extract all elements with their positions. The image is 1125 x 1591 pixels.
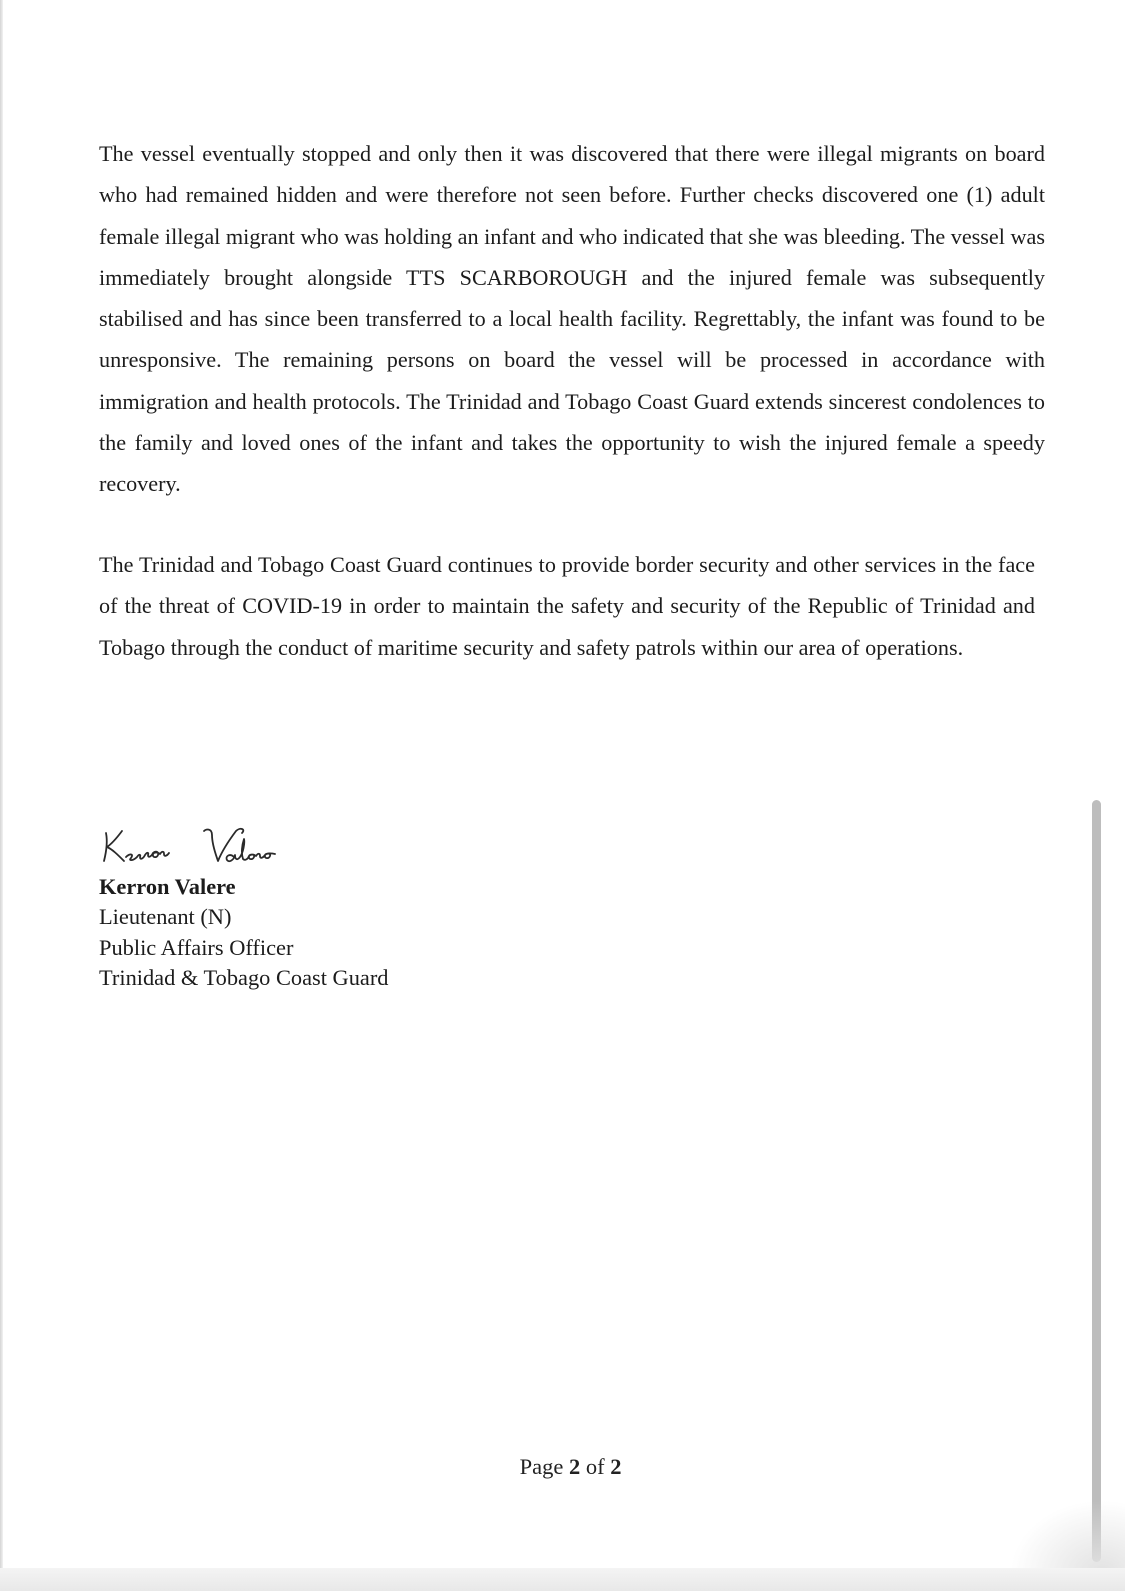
signature-block [99, 872, 389, 994]
signatory-title: Public Affairs Officer [99, 934, 294, 960]
page-separator: of [585, 1454, 605, 1479]
signatory-rank: Lieutenant (N) [99, 904, 232, 930]
handwritten-signature [100, 823, 300, 871]
vertical-scrollbar-thumb[interactable] [1092, 800, 1101, 1562]
body-paragraph-mission: The Trinidad and Tobago Coast Guard continues to provide border security and other services in the face of the threat of COVID-19 in order to maintain the safety and security of the Republic of Trinidad and Tobago through the conduct of maritime security and safety patrols within our area of operations. [99, 552, 1035, 660]
signatory-name: Kerron Valere [99, 874, 236, 899]
signatory-organization: Trinidad & Tobago Coast Guard [99, 965, 389, 991]
page-label: Page [519, 1454, 564, 1479]
total-page-count: 2 [610, 1454, 622, 1479]
body-paragraph-incident: The vessel eventually stopped and only then it was discovered that there were illegal migrants on board who had remained hidden and were therefore not seen before. Further checks discovered one (1) adult female illegal migrant who was holding an infant and who indicated that she was bleeding. The vessel was immediately brought alongside TTS SCARBOROUGH and the injured female was subsequently stabilised and has since been transferred to a local health facility. Regrettably, the infant was found to be unresponsive. The remaining persons on board the vessel will be processed in accordance with immigration and health protocols. The Trinidad and Tobago Coast Guard extends sincerest condolences to the family and loved ones of the infant and takes the opportunity to wish the injured female a speedy recovery. [99, 141, 1046, 497]
page-number-footer [0, 1454, 1125, 1480]
page-left-edge [0, 0, 3, 1591]
current-page-number: 2 [568, 1454, 581, 1479]
bottom-edge-shade [0, 1568, 1125, 1591]
